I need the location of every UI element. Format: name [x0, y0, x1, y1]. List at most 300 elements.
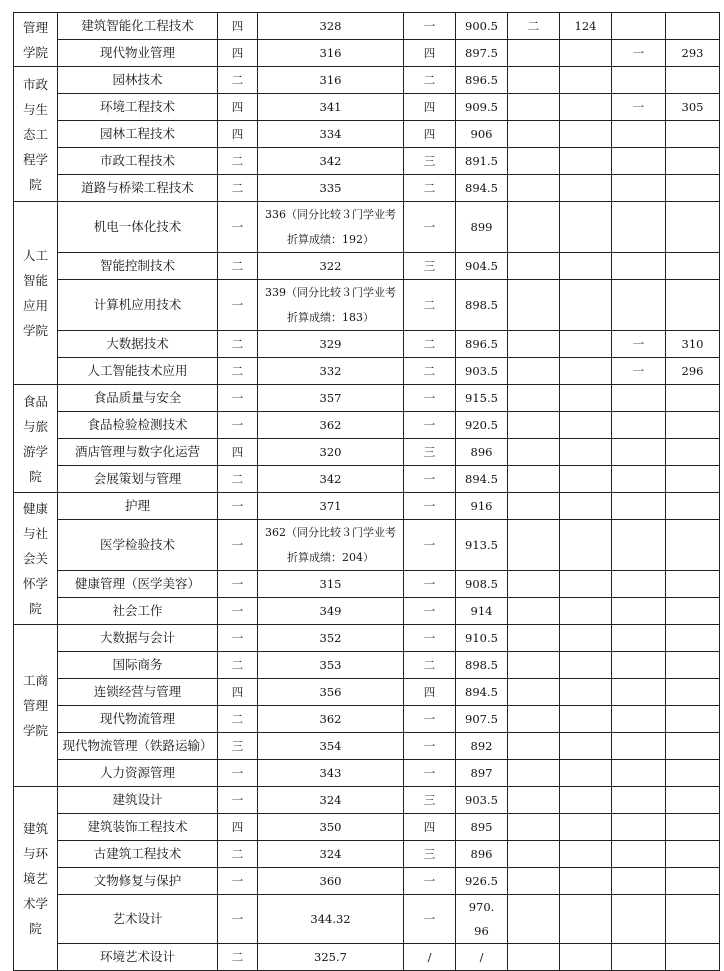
special-score-cell — [666, 895, 720, 944]
college-name-cell — [14, 493, 58, 625]
composite-score-cell — [456, 40, 508, 67]
rank-level-cell — [404, 358, 456, 385]
special-score-cell — [666, 679, 720, 706]
plan-level-text: 二 — [231, 364, 244, 378]
extra-level-text: 二 — [527, 19, 540, 33]
plan-level-cell — [218, 760, 258, 787]
college-name-line: 院 — [29, 921, 42, 936]
major-name-cell — [58, 841, 218, 868]
college-name-cell — [14, 787, 58, 971]
composite-score-text: 915.5 — [465, 391, 498, 405]
special-score-text: 296 — [681, 364, 704, 378]
composite-score-text: 913.5 — [465, 538, 498, 552]
extra-score-cell — [560, 895, 612, 944]
extra-score-cell — [560, 385, 612, 412]
extra-score-cell — [560, 439, 612, 466]
college-name-line: 人工 — [22, 248, 48, 263]
table-row — [14, 520, 720, 571]
rank-level-cell — [404, 412, 456, 439]
special-score-cell — [666, 121, 720, 148]
plan-level-text: 二 — [231, 73, 244, 87]
plan-level-cell — [218, 94, 258, 121]
major-name-cell — [58, 652, 218, 679]
table-row — [14, 439, 720, 466]
extra-level-cell — [508, 280, 560, 331]
major-name-cell — [58, 493, 218, 520]
rank-level-text: 一 — [423, 874, 436, 888]
special-level-text: 一 — [632, 337, 645, 351]
composite-score-cell — [456, 13, 508, 40]
rank-level-cell — [404, 706, 456, 733]
special-level-cell — [612, 733, 666, 760]
plan-level-text: 二 — [231, 472, 244, 486]
special-level-cell — [612, 358, 666, 385]
lowest-score-cell — [258, 625, 404, 652]
composite-score-cell — [456, 814, 508, 841]
composite-score-cell — [456, 439, 508, 466]
special-score-cell — [666, 814, 720, 841]
rank-level-cell — [404, 13, 456, 40]
table-row — [14, 625, 720, 652]
special-score-cell — [666, 787, 720, 814]
lowest-score-cell — [258, 40, 404, 67]
special-level-cell — [612, 175, 666, 202]
major-name-cell — [58, 439, 218, 466]
admission-score-table — [13, 12, 720, 971]
lowest-score-cell — [258, 571, 404, 598]
lowest-score-text: 328 — [319, 19, 342, 33]
composite-score-cell — [456, 733, 508, 760]
lowest-score-text: 362 — [319, 712, 342, 726]
lowest-score-text: 324 — [319, 793, 342, 807]
special-level-cell — [612, 280, 666, 331]
composite-score-text: 909.5 — [465, 100, 498, 114]
special-score-text: 293 — [681, 46, 704, 60]
rank-level-cell — [404, 439, 456, 466]
composite-score-cell — [456, 94, 508, 121]
table-row — [14, 733, 720, 760]
lowest-score-text: 322 — [319, 259, 342, 273]
composite-score-text: 894.5 — [465, 685, 498, 699]
lowest-score-cell — [258, 94, 404, 121]
plan-level-cell — [218, 385, 258, 412]
major-name-cell — [58, 253, 218, 280]
lowest-score-text: 356 — [319, 685, 342, 699]
special-score-cell — [666, 202, 720, 253]
rank-level-text: 一 — [423, 391, 436, 405]
major-name-cell — [58, 706, 218, 733]
plan-level-text: 四 — [231, 100, 244, 114]
table-row — [14, 253, 720, 280]
composite-score-cell — [456, 944, 508, 971]
special-score-cell — [666, 40, 720, 67]
major-name-text: 现代物流管理（铁路运输） — [62, 738, 213, 753]
lowest-score-text: 320 — [319, 445, 342, 459]
table-row — [14, 868, 720, 895]
rank-level-text: 一 — [423, 499, 436, 513]
extra-level-cell — [508, 412, 560, 439]
college-name-line: 院 — [29, 601, 42, 616]
plan-level-cell — [218, 814, 258, 841]
major-name-text: 连锁经营与管理 — [93, 684, 182, 699]
plan-level-cell — [218, 175, 258, 202]
rank-level-text: 四 — [423, 685, 436, 699]
plan-level-cell — [218, 598, 258, 625]
major-name-cell — [58, 280, 218, 331]
rank-level-text: / — [427, 950, 432, 964]
special-score-cell — [666, 385, 720, 412]
composite-score-cell — [456, 841, 508, 868]
lowest-score-cell — [258, 895, 404, 944]
lowest-score-text: 329 — [319, 337, 342, 351]
college-name-line: 健康 — [22, 501, 48, 516]
special-level-cell — [612, 625, 666, 652]
plan-level-cell — [218, 895, 258, 944]
rank-level-cell — [404, 121, 456, 148]
special-score-cell — [666, 466, 720, 493]
rank-level-cell — [404, 40, 456, 67]
major-name-text: 现代物业管理 — [99, 45, 175, 60]
rank-level-cell — [404, 571, 456, 598]
major-name-text: 园林技术 — [112, 72, 163, 87]
major-name-cell — [58, 175, 218, 202]
table-row — [14, 895, 720, 944]
major-name-text: 艺术设计 — [112, 911, 163, 926]
rank-level-cell — [404, 895, 456, 944]
lowest-score-cell — [258, 466, 404, 493]
extra-level-cell — [508, 439, 560, 466]
extra-level-cell — [508, 868, 560, 895]
table-row — [14, 760, 720, 787]
composite-score-text: 906 — [470, 127, 493, 141]
special-score-cell — [666, 175, 720, 202]
lowest-score-text: 324 — [319, 847, 342, 861]
plan-level-text: 一 — [231, 631, 244, 645]
plan-level-text: 一 — [231, 604, 244, 618]
plan-level-cell — [218, 706, 258, 733]
plan-level-text: 一 — [231, 220, 244, 234]
major-name-text: 计算机应用技术 — [93, 297, 182, 312]
special-level-cell — [612, 385, 666, 412]
extra-score-cell — [560, 868, 612, 895]
rank-level-text: 二 — [423, 181, 436, 195]
extra-level-cell — [508, 571, 560, 598]
major-name-cell — [58, 571, 218, 598]
table-row — [14, 598, 720, 625]
major-name-cell — [58, 814, 218, 841]
major-name-text: 建筑装饰工程技术 — [87, 819, 188, 834]
plan-level-text: 二 — [231, 259, 244, 273]
composite-score-cell — [456, 202, 508, 253]
special-level-cell — [612, 331, 666, 358]
major-name-text: 社会工作 — [112, 603, 163, 618]
extra-score-cell — [560, 733, 612, 760]
extra-level-cell — [508, 175, 560, 202]
extra-score-cell — [560, 67, 612, 94]
extra-level-cell — [508, 520, 560, 571]
plan-level-cell — [218, 40, 258, 67]
college-name-line: 应用 — [22, 298, 48, 313]
special-level-cell — [612, 520, 666, 571]
lowest-score-text: 341 — [319, 100, 342, 114]
extra-level-cell — [508, 67, 560, 94]
major-name-cell — [58, 895, 218, 944]
special-level-text: 一 — [632, 46, 645, 60]
special-level-cell — [612, 202, 666, 253]
plan-level-text: 一 — [231, 793, 244, 807]
rank-level-text: 二 — [423, 73, 436, 87]
rank-level-text: 二 — [423, 298, 436, 312]
lowest-score-cell — [258, 358, 404, 385]
lowest-score-cell — [258, 652, 404, 679]
extra-level-cell — [508, 787, 560, 814]
plan-level-text: 二 — [231, 154, 244, 168]
table-row — [14, 280, 720, 331]
plan-level-text: 一 — [231, 577, 244, 591]
special-score-cell — [666, 868, 720, 895]
major-name-text: 健康管理（医学美容） — [74, 576, 200, 591]
rank-level-cell — [404, 331, 456, 358]
major-name-cell — [58, 598, 218, 625]
composite-score-cell — [456, 280, 508, 331]
extra-score-cell — [560, 358, 612, 385]
plan-level-cell — [218, 412, 258, 439]
rank-level-cell — [404, 787, 456, 814]
rank-level-cell — [404, 520, 456, 571]
lowest-score-text: 336（同分比较３门学业考折算成绩：192） — [265, 208, 396, 246]
plan-level-cell — [218, 67, 258, 94]
composite-score-text: 910.5 — [465, 631, 498, 645]
table-row — [14, 202, 720, 253]
composite-score-cell — [456, 625, 508, 652]
plan-level-cell — [218, 841, 258, 868]
special-score-cell — [666, 760, 720, 787]
plan-level-text: 四 — [231, 46, 244, 60]
table-row — [14, 652, 720, 679]
extra-level-cell — [508, 13, 560, 40]
college-name-cell — [14, 202, 58, 385]
composite-score-text: 892 — [470, 739, 493, 753]
lowest-score-text: 334 — [319, 127, 342, 141]
lowest-score-text: 350 — [319, 820, 342, 834]
special-level-text: 一 — [632, 100, 645, 114]
lowest-score-cell — [258, 706, 404, 733]
major-name-cell — [58, 760, 218, 787]
major-name-text: 市政工程技术 — [99, 153, 175, 168]
college-name-line: 与旅 — [22, 418, 48, 434]
special-level-cell — [612, 652, 666, 679]
composite-score-text: 896 — [470, 847, 493, 861]
major-name-text: 护理 — [124, 498, 150, 513]
table-row — [14, 944, 720, 971]
table-row — [14, 571, 720, 598]
rank-level-cell — [404, 202, 456, 253]
special-level-cell — [612, 841, 666, 868]
table-row — [14, 787, 720, 814]
plan-level-cell — [218, 571, 258, 598]
college-name-line: 与环 — [22, 846, 48, 861]
rank-level-cell — [404, 67, 456, 94]
lowest-score-text: 343 — [319, 766, 342, 780]
extra-level-cell — [508, 679, 560, 706]
plan-level-cell — [218, 439, 258, 466]
rank-level-cell — [404, 944, 456, 971]
lowest-score-cell — [258, 253, 404, 280]
extra-level-cell — [508, 202, 560, 253]
lowest-score-text: 362 — [319, 418, 342, 432]
extra-level-cell — [508, 121, 560, 148]
college-name-cell — [14, 13, 58, 67]
lowest-score-cell — [258, 148, 404, 175]
college-name-line: 市政 — [22, 76, 48, 92]
rank-level-cell — [404, 466, 456, 493]
table-row — [14, 814, 720, 841]
major-name-cell — [58, 148, 218, 175]
extra-level-cell — [508, 385, 560, 412]
special-score-cell — [666, 412, 720, 439]
rank-level-text: 一 — [423, 604, 436, 618]
special-level-cell — [612, 253, 666, 280]
rank-level-text: 一 — [423, 577, 436, 591]
table-row — [14, 706, 720, 733]
major-name-text: 食品质量与安全 — [93, 390, 182, 405]
extra-score-cell — [560, 679, 612, 706]
extra-level-cell — [508, 625, 560, 652]
rank-level-text: 一 — [423, 712, 436, 726]
lowest-score-cell — [258, 493, 404, 520]
rank-level-text: 二 — [423, 658, 436, 672]
extra-score-cell — [560, 202, 612, 253]
special-level-cell — [612, 67, 666, 94]
plan-level-text: 一 — [231, 298, 244, 312]
college-name-line: 学院 — [22, 323, 48, 338]
special-level-cell — [612, 598, 666, 625]
special-score-cell — [666, 493, 720, 520]
lowest-score-cell — [258, 868, 404, 895]
college-name-line: 游学 — [22, 443, 48, 459]
rank-level-text: 一 — [423, 739, 436, 753]
composite-score-cell — [456, 358, 508, 385]
plan-level-text: 四 — [231, 685, 244, 699]
composite-score-text: 926.5 — [465, 874, 498, 888]
plan-level-cell — [218, 331, 258, 358]
extra-score-cell — [560, 706, 612, 733]
composite-score-text: 904.5 — [465, 259, 498, 273]
extra-score-text: 124 — [574, 19, 597, 33]
composite-score-cell — [456, 412, 508, 439]
special-score-cell — [666, 148, 720, 175]
special-score-cell — [666, 439, 720, 466]
extra-score-cell — [560, 121, 612, 148]
special-level-cell — [612, 493, 666, 520]
composite-score-cell — [456, 385, 508, 412]
college-name-line: 境艺 — [22, 871, 48, 886]
extra-level-cell — [508, 760, 560, 787]
special-score-cell — [666, 652, 720, 679]
plan-level-text: 二 — [231, 950, 244, 964]
rank-level-cell — [404, 280, 456, 331]
table-row — [14, 148, 720, 175]
table-row — [14, 412, 720, 439]
major-name-cell — [58, 121, 218, 148]
college-name-line: 智能 — [22, 273, 48, 288]
plan-level-cell — [218, 733, 258, 760]
major-name-cell — [58, 385, 218, 412]
special-score-cell — [666, 598, 720, 625]
composite-score-cell — [456, 868, 508, 895]
extra-level-cell — [508, 493, 560, 520]
major-name-cell — [58, 331, 218, 358]
plan-level-cell — [218, 520, 258, 571]
composite-score-text: 898.5 — [465, 658, 498, 672]
extra-score-cell — [560, 412, 612, 439]
composite-score-cell — [456, 598, 508, 625]
extra-score-cell — [560, 841, 612, 868]
major-name-text: 环境艺术设计 — [99, 949, 175, 964]
lowest-score-cell — [258, 760, 404, 787]
lowest-score-cell — [258, 121, 404, 148]
special-level-text: 一 — [632, 364, 645, 378]
table-row — [14, 331, 720, 358]
composite-score-text: 896 — [470, 445, 493, 459]
rank-level-cell — [404, 679, 456, 706]
lowest-score-text: 360 — [319, 874, 342, 888]
rank-level-cell — [404, 598, 456, 625]
lowest-score-cell — [258, 520, 404, 571]
major-name-text: 人力资源管理 — [99, 765, 175, 780]
major-name-text: 文物修复与保护 — [93, 873, 182, 888]
rank-level-text: 三 — [423, 847, 436, 861]
rank-level-cell — [404, 493, 456, 520]
lowest-score-text: 325.7 — [314, 950, 347, 964]
major-name-text: 国际商务 — [112, 657, 163, 672]
composite-score-cell — [456, 67, 508, 94]
plan-level-text: 一 — [231, 538, 244, 552]
composite-score-text: 895 — [470, 820, 493, 834]
composite-score-text: 908.5 — [465, 577, 498, 591]
table-row — [14, 493, 720, 520]
plan-level-cell — [218, 280, 258, 331]
extra-level-cell — [508, 733, 560, 760]
lowest-score-cell — [258, 439, 404, 466]
lowest-score-text: 316 — [319, 46, 342, 60]
extra-score-cell — [560, 148, 612, 175]
composite-score-cell — [456, 571, 508, 598]
special-level-cell — [612, 121, 666, 148]
rank-level-cell — [404, 253, 456, 280]
lowest-score-text: 315 — [319, 577, 342, 591]
college-name-line: 怀学 — [22, 576, 48, 591]
major-name-cell — [58, 625, 218, 652]
major-name-cell — [58, 358, 218, 385]
rank-level-text: 一 — [423, 220, 436, 234]
major-name-text: 智能控制技术 — [99, 258, 175, 273]
plan-level-text: 四 — [231, 127, 244, 141]
extra-score-cell — [560, 13, 612, 40]
special-score-cell — [666, 358, 720, 385]
composite-score-text: 907.5 — [465, 712, 498, 726]
special-score-cell — [666, 520, 720, 571]
plan-level-text: 一 — [231, 766, 244, 780]
major-name-text: 建筑智能化工程技术 — [81, 18, 194, 33]
special-score-cell — [666, 733, 720, 760]
composite-score-text: 903.5 — [465, 364, 498, 378]
college-name-line: 院 — [29, 468, 42, 484]
rank-level-text: 一 — [423, 538, 436, 552]
extra-level-cell — [508, 814, 560, 841]
plan-level-cell — [218, 358, 258, 385]
plan-level-text: 二 — [231, 847, 244, 861]
